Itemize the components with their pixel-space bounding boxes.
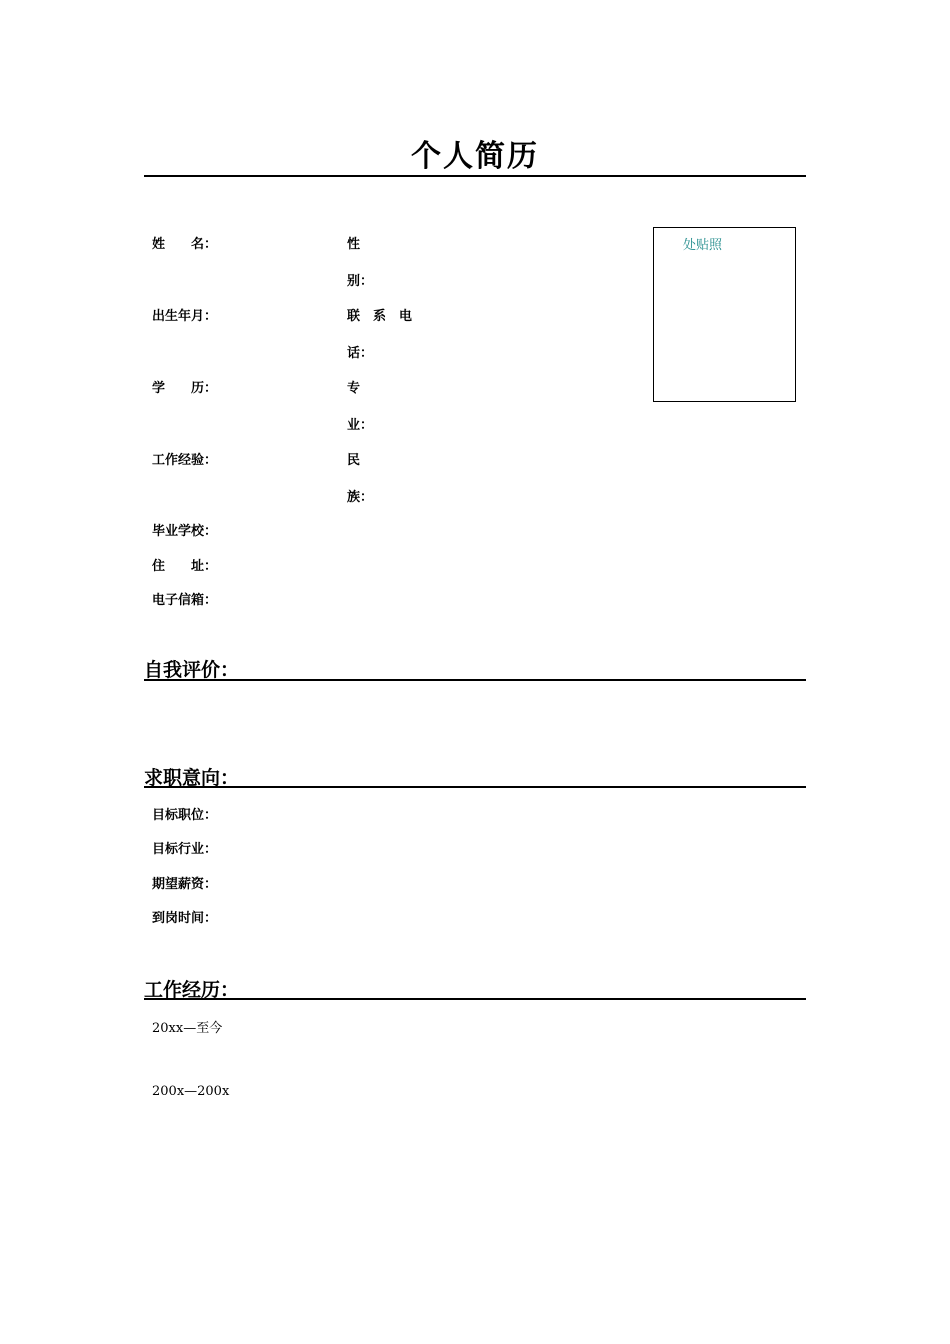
birth-label: 出生年月：: [152, 309, 218, 324]
title-divider: [144, 175, 806, 177]
major-label-line1: 专: [347, 381, 361, 396]
work-history-heading: 工作经历：: [144, 979, 240, 1001]
job-intention-divider: [144, 786, 806, 788]
photo-label: 处贴照: [683, 238, 723, 253]
experience-label: 工作经验：: [152, 453, 218, 468]
gender-label-line2: 别：: [347, 274, 374, 289]
work-history-divider: [144, 998, 806, 1000]
email-label: 电子信箱：: [152, 593, 218, 608]
work-entry-period: 200x—200x: [152, 1084, 230, 1099]
target-position-label: 目标职位：: [152, 808, 218, 823]
target-industry-label: 目标行业：: [152, 842, 218, 857]
job-intention-heading: 求职意向：: [144, 767, 240, 789]
work-entry-period: 20xx—至今: [152, 1021, 223, 1036]
page-title: 个人简历: [411, 139, 539, 174]
self-evaluation-heading: 自我评价：: [144, 659, 240, 681]
photo-placeholder: [653, 227, 796, 402]
expected-salary-label: 期望薪资：: [152, 877, 218, 892]
phone-label-line2: 话：: [347, 346, 374, 361]
gender-label-line1: 性: [347, 237, 361, 252]
start-time-label: 到岗时间：: [152, 911, 218, 926]
name-label: 姓 名：: [152, 237, 218, 252]
school-label: 毕业学校：: [152, 524, 218, 539]
major-label-line2: 业：: [347, 418, 374, 433]
ethnicity-label-line2: 族：: [347, 490, 374, 505]
address-label: 住 址：: [152, 559, 218, 574]
education-label: 学 历：: [152, 381, 218, 396]
phone-label-line1: 联 系 电: [347, 309, 413, 324]
self-evaluation-divider: [144, 679, 806, 681]
ethnicity-label-line1: 民: [347, 453, 361, 468]
